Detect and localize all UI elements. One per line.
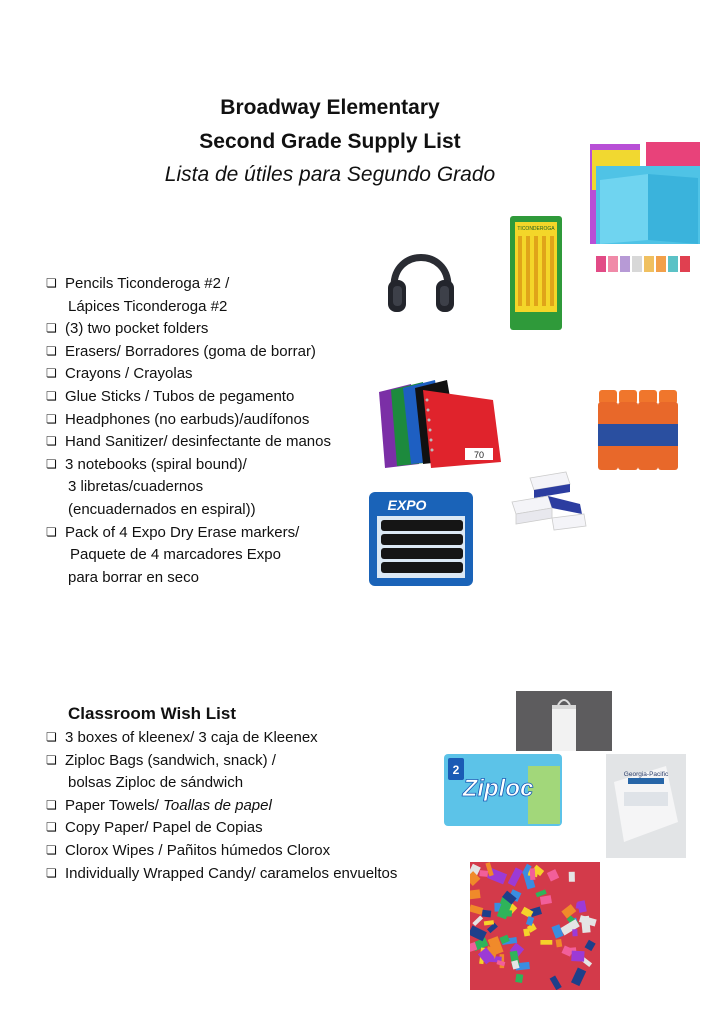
list-item [46,273,331,296]
list-item-text: Pencils Ticonderoga #2 / [65,275,230,292]
erasers-image [508,470,588,534]
wish-list-title: Classroom Wish List [68,704,236,723]
candy-image [470,862,600,990]
candy-piece [470,889,481,899]
notebook-label: 70 [473,450,485,460]
candy-piece [540,940,552,945]
paper-brand-label: Georgia-Pacific [623,771,669,778]
checkbox-icon: ❏ [46,797,57,812]
candy-piece [530,868,536,880]
checkbox-icon: ❏ [46,456,57,471]
list-item [46,795,397,818]
checkbox-icon: ❏ [46,820,57,835]
expo-label: EXPO [387,497,427,513]
list-item-text: Headphones (no earbuds)/audífonos [65,410,310,428]
checkbox-icon: ❏ [46,865,57,880]
checkbox-icon: ❏ [46,842,57,857]
paper-towels-image [516,691,612,751]
checkbox-icon: ❏ [46,411,57,426]
ziploc-label: Ziploc [462,775,534,802]
list-item [46,431,331,454]
checkbox-icon: ❏ [46,343,57,358]
list-item [46,750,397,773]
list-item-text: Pack of 4 Expo Dry Erase markers/ [65,523,300,541]
list-item-text: Copy Paper/ Papel de Copias [65,819,263,837]
copy-paper-image [604,752,688,860]
checkbox-icon: ❏ [46,388,57,403]
list-item-text: 3 notebooks (spiral bound)/ [65,455,247,473]
candy-piece [556,939,563,947]
list-item [46,840,397,863]
list-item-text: Hand Sanitizer/ desinfectante de manos [65,433,331,451]
list-item-text: Ziploc Bags (sandwich, snack) / [65,751,276,769]
list-title: Second Grade Supply List [199,130,461,153]
list-title-spanish: Lista de útiles para Segundo Grado [164,163,496,186]
school-name: Broadway Elementary [220,96,440,119]
list-item-text: Crayons / Crayolas [65,365,193,383]
checkbox-icon: ❏ [46,366,57,381]
list-item-continuation: Lápices Ticonderoga #2 [68,297,228,315]
list-item-continuation: para borrar en seco [68,568,199,586]
candy-piece [569,872,575,882]
checkbox-icon: ❏ [46,434,57,449]
headphones-image [384,240,458,316]
checkbox-icon: ❏ [46,276,57,290]
list-item [46,454,331,477]
glue-sticks-image [595,388,681,472]
checkbox-icon: ❏ [46,321,57,336]
candy-piece [482,910,491,918]
list-item-text: Clorox Wipes / Pañitos húmedos Clorox [65,841,331,859]
list-item-continuation: Paquete de 4 marcadores Expo [70,546,281,564]
list-item [46,522,331,545]
list-item [46,863,397,886]
expo-markers-image [367,490,475,588]
list-item-text-italic: Toallas de papel [163,796,272,814]
pencils-image [508,214,564,332]
ziploc-image [442,752,564,828]
list-item-continuation: bolsas Ziploc de sándwich [68,774,244,792]
candy-piece [572,929,577,936]
candy-piece [515,974,523,983]
list-item-text: Paper Towels/ [65,796,164,814]
list-item-continuation: 3 libretas/cuadernos [68,478,204,496]
list-item [46,817,397,840]
list-item [46,318,331,341]
list-item [46,409,331,432]
list-item [46,386,331,409]
list-item-text: Individually Wrapped Candy/ caramelos envueltos [65,864,398,882]
checkbox-icon: ❏ [46,524,57,539]
list-item-text: Glue Sticks / Tubos de pegamento [65,387,295,405]
list-item-text: Erasers/ Borradores (goma de borrar) [65,342,316,360]
list-item [46,363,331,386]
list-item [46,727,397,750]
candy-piece [479,870,488,877]
wish-list [46,727,397,885]
checkbox-icon: ❏ [46,752,57,767]
pencil-box-label: TICONDEROGA [517,226,555,232]
supply-list [46,273,331,589]
candy-piece [571,951,584,962]
checkbox-icon: ❏ [46,730,57,744]
ziploc-badge: 2 [452,763,460,777]
list-item [46,341,331,364]
list-item-text: 3 boxes of kleenex/ 3 caja de Kleenex [65,729,318,746]
folders-image [588,140,704,276]
list-item-text: (3) two pocket folders [65,320,209,338]
notebooks-image [375,378,505,470]
list-item-continuation: (encuadernados en espiral)) [68,500,256,518]
